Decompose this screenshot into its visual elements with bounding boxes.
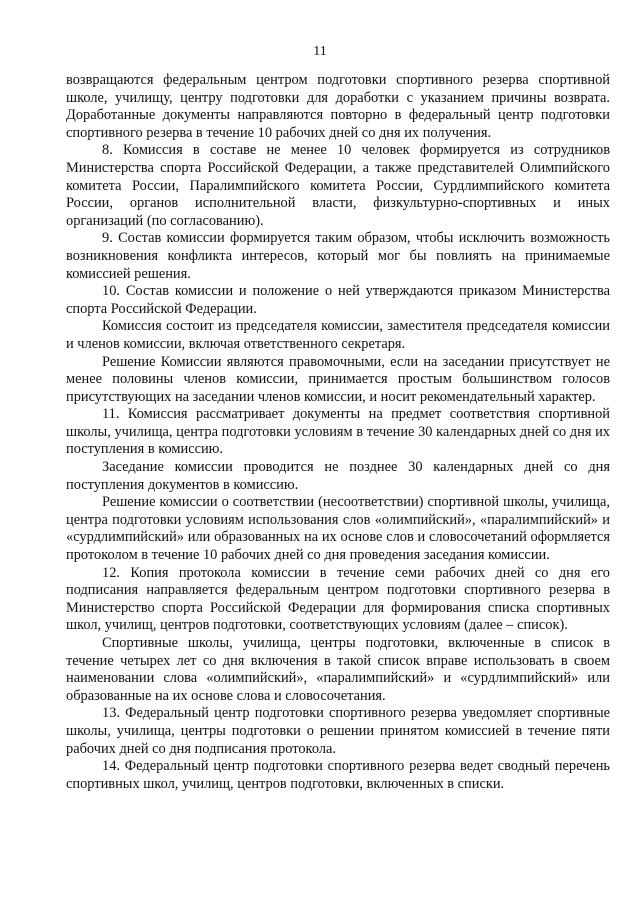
paragraph-clause-9: 9. Состав комиссии формируется таким образом, чтобы исключить возможность возникновения конфликта интересов, который мог бы повлиять на принимаемые комиссией решения. <box>66 230 610 282</box>
paragraph-commission-decisions: Решение Комиссии являются правомочными, если на заседании присутствует не менее половины членов комиссии, принимается простым большинством голосов присутствующих на заседании членов комиссии, и носит рекомендательный характер. <box>66 353 610 405</box>
page-number: 11 <box>313 44 327 59</box>
paragraph-clause-11: 11. Комиссия рассматривает документы на предмет соответствия спортивной школы, училища, центра подготовки условиям в течение 30 календарных дней со дня их поступления в комиссию. <box>66 406 610 458</box>
paragraph-decision-protocol: Решение комиссии о соответствии (несоответствии) спортивной школы, училища, центра подготовки условиям использования слов «олимпийский», «паралимпийский» и «сурдлимпийский» или образованных на их основе слов и словосочетаний оформляется протоколом в течение 10 рабочих дней со дня проведения заседания комиссии. <box>66 494 610 564</box>
paragraph-clause-10: 10. Состав комиссии и положение о ней утверждаются приказом Министерства спорта Российской Федерации. <box>66 283 610 317</box>
paragraph-list-rights: Спортивные школы, училища, центры подготовки, включенные в список в течение четырех лет со дня включения в такой список вправе использовать в своем наименовании слова «олимпийский», «паралимпийский» и «сурдлимпийский» или образованные на их основе слова и словосочетания. <box>66 635 610 704</box>
paragraph-continuation: возвращаются федеральным центром подготовки спортивного резерва спортивной школе, училищу, центру подготовки для доработки с указанием причины возврата. Доработанные документы направляются повторно в федеральный центр подготовки спортивного резерва в течение 10 рабочих дней со дня их получения. <box>66 72 610 141</box>
paragraph-clause-13: 13. Федеральный центр подготовки спортивного резерва уведомляет спортивные школы, училища, центры подготовки о решении принятом комиссией в течение пяти рабочих дней со дня подписания протокола. <box>66 705 610 757</box>
document-body <box>66 72 610 793</box>
paragraph-meeting-deadline: Заседание комиссии проводится не позднее 30 календарных дней со дня поступления документов в комиссию. <box>66 459 610 493</box>
paragraph-commission-composition: Комиссия состоит из председателя комиссии, заместителя председателя комиссии и членов комиссии, включая ответственного секретаря. <box>66 318 610 352</box>
paragraph-clause-12: 12. Копия протокола комиссии в течение семи рабочих дней со дня его подписания направляется федеральным центром подготовки спортивного резерва в Министерство спорта Российской Федерации для формирования списка спортивных школ, училищ, центров подготовки, соответствующих условиям (далее – список). <box>66 564 610 634</box>
paragraph-clause-8: 8. Комиссия в составе не менее 10 человек формируется из сотрудников Министерства спорта Российской Федерации, а также представителей Олимпийского комитета России, Паралимпийского комитета России, Сурдлимпийского комитета России, органов исполнительной власти, физкультурно-спортивных и иных организаций (по согласованию). <box>66 142 610 229</box>
paragraph-clause-14: 14. Федеральный центр подготовки спортивного резерва ведет сводный перечень спортивных школ, училищ, центров подготовки, включенных в списки. <box>66 758 610 792</box>
